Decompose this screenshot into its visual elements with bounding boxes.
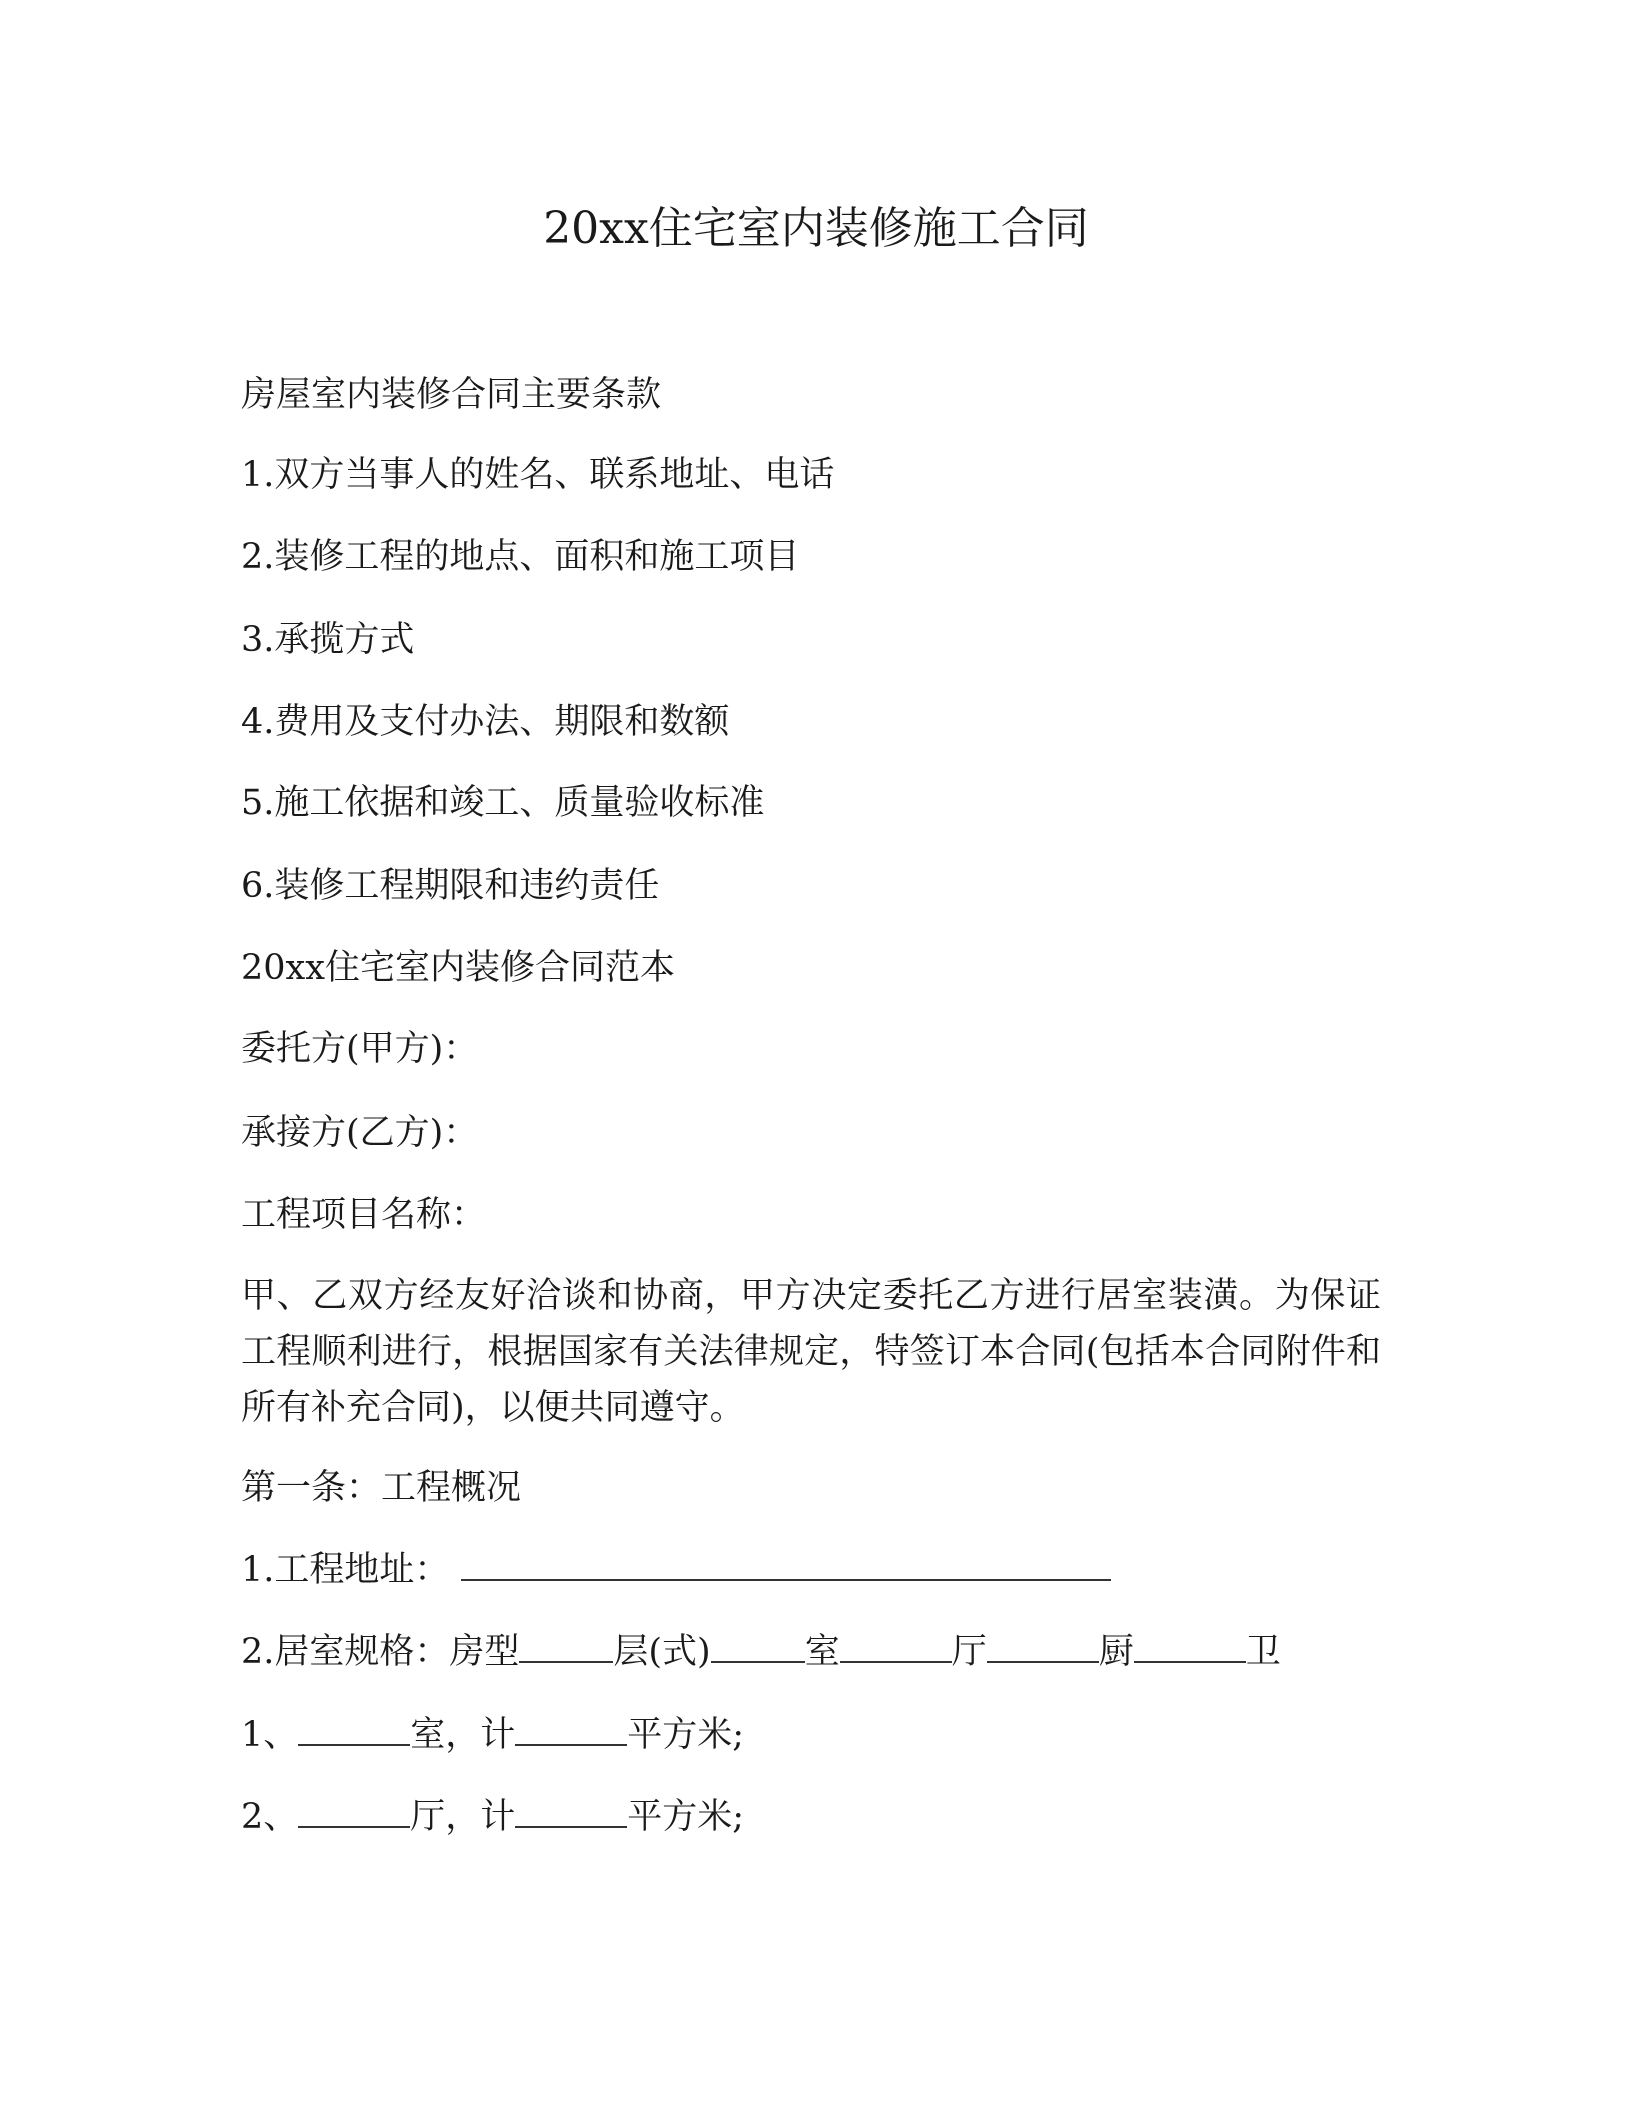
hall-area-blank[interactable]: [515, 1796, 627, 1828]
room-area-unit: 平方米;: [627, 1715, 745, 1755]
bath-count-blank[interactable]: [1134, 1631, 1246, 1663]
hall-area-line: [241, 1796, 744, 1838]
clause-2: 2.装修工程的地点、面积和施工项目: [241, 537, 800, 577]
floor-label: 层(式): [613, 1632, 711, 1672]
hall-label: 厅: [951, 1632, 987, 1672]
project-name-label: 工程项目名称：: [241, 1195, 487, 1235]
preamble-paragraph: 甲、乙双方经友好洽谈和协商，甲方决定委托乙方进行居室装潢。为保证工程顺利进行，根据国家有关法律规定，特签订本合同(包括本合同附件和所有补充合同)，以便共同遵守。: [241, 1276, 1381, 1428]
room-line-prefix: 1、: [241, 1715, 299, 1755]
party-b-label: 承接方(乙方)：: [241, 1113, 479, 1153]
room-count-blank[interactable]: [711, 1631, 805, 1663]
room-blank[interactable]: [298, 1714, 410, 1746]
address-line: [241, 1549, 1111, 1591]
clause-6: 6.装修工程期限和违约责任: [241, 866, 660, 906]
clause-3: 3.承揽方式: [241, 620, 415, 660]
address-blank[interactable]: [461, 1549, 1111, 1581]
hall-count-blank[interactable]: [840, 1631, 952, 1663]
hall-area-unit: 平方米;: [627, 1797, 745, 1837]
hall-blank[interactable]: [298, 1796, 410, 1828]
clause-1: 1.双方当事人的姓名、联系地址、电话: [241, 455, 835, 495]
clause-5: 5.施工依据和竣工、质量验收标准: [241, 783, 765, 823]
bath-label: 卫: [1245, 1632, 1281, 1672]
room-unit-label: 室，计: [410, 1715, 516, 1755]
party-a-label: 委托方(甲方)：: [241, 1029, 479, 1069]
kitchen-count-blank[interactable]: [987, 1631, 1099, 1663]
kitchen-label: 厨: [1098, 1632, 1134, 1672]
section-heading: 房屋室内装修合同主要条款: [241, 375, 662, 415]
article-1-heading: 第一条：工程概况: [241, 1468, 522, 1508]
address-label: 1.工程地址：: [241, 1550, 450, 1590]
room-area-line: [241, 1714, 744, 1756]
spec-line: [241, 1631, 1281, 1673]
room-label: 室: [804, 1632, 840, 1672]
hall-line-prefix: 2、: [241, 1797, 299, 1837]
hall-unit-label: 厅，计: [410, 1797, 516, 1837]
template-title: 20xx住宅室内装修合同范本: [241, 948, 676, 988]
spec-label: 2.居室规格：房型: [241, 1632, 520, 1672]
clause-4: 4.费用及支付办法、期限和数额: [241, 702, 730, 742]
floor-blank[interactable]: [519, 1631, 613, 1663]
document-title: 20xx住宅室内装修施工合同: [543, 203, 1089, 254]
room-area-blank[interactable]: [515, 1714, 627, 1746]
